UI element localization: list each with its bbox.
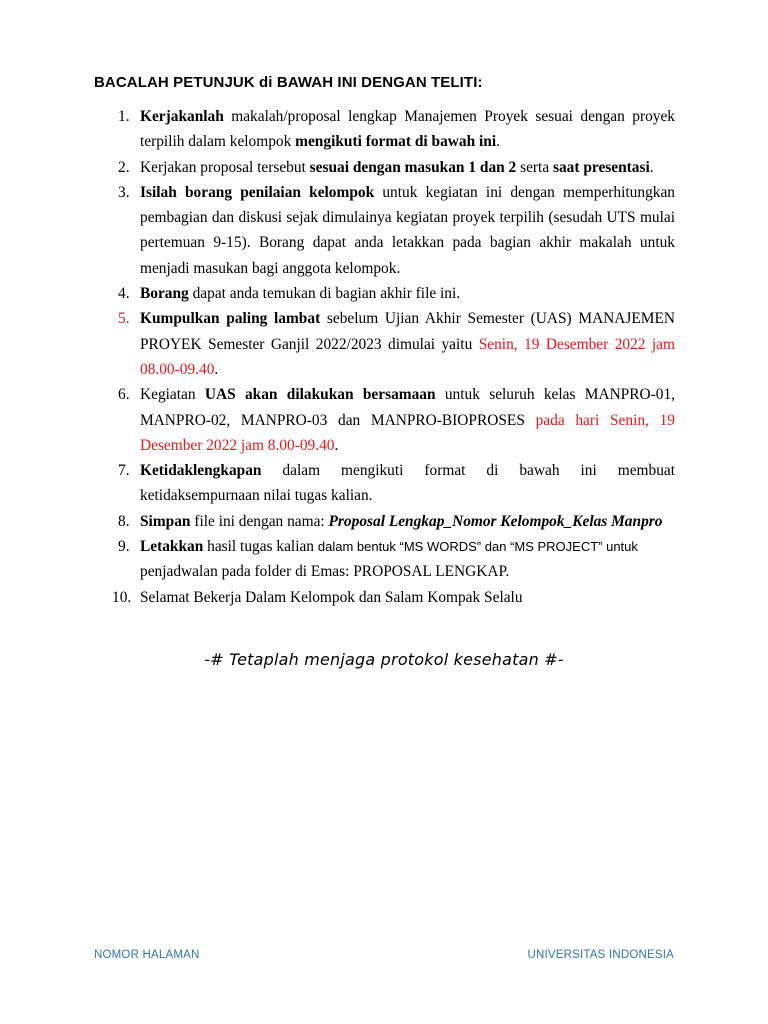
item-text: Kegiatan	[140, 386, 205, 404]
item-number: 9.	[118, 538, 130, 556]
item-text: makalah/proposal lengkap Manajemen Proyek sesuai dengan proyek terpilih dalam kelompok	[140, 108, 675, 151]
item-number: 8.	[118, 512, 130, 530]
format-text: dalam bentuk “MS WORDS” dan “MS PROJECT” untuk	[317, 539, 638, 555]
item-text: .	[334, 436, 339, 454]
emphasis-text: saat presentasi	[553, 158, 650, 176]
instruction-item-9	[112, 534, 675, 585]
item-number: 6.	[118, 386, 130, 404]
instruction-item-1	[112, 104, 675, 155]
item-text: file ini dengan nama:	[190, 512, 329, 530]
item-text: dalam mengikuti format di bawah ini membuat ketidaksempurnaan nilai tugas kalian.	[140, 462, 675, 505]
emphasis-text: Simpan	[140, 512, 191, 530]
item-text: untuk kegiatan ini dengan memperhitungkan pembagian dan diskusi sejak dimulainya kegiatan proyek terpilih (sesudah UTS mulai pertemuan 9-15). Borang dapat anda letakkan pada bagian akhir makalah untuk menjadi masukan bagi anggota kelompok.	[140, 183, 675, 277]
item-text: .	[214, 360, 219, 378]
instruction-item-2	[112, 155, 675, 180]
instruction-list	[112, 104, 675, 610]
item-number: 10.	[112, 588, 132, 606]
footer-institution: UNIVERSITAS INDONESIA	[527, 949, 674, 961]
item-text: dapat anda temukan di bagian akhir file ini.	[188, 285, 461, 303]
emphasis-text: mengikuti format di bawah ini	[295, 133, 497, 151]
item-text: .	[496, 133, 500, 151]
instruction-item-3	[112, 180, 675, 281]
item-text: Kerjakan proposal tersebut	[140, 158, 310, 176]
item-text: .	[649, 158, 654, 176]
item-text: Selamat Bekerja Dalam Kelompok dan Salam Kompak Selalu	[140, 588, 523, 606]
emphasis-text: Borang	[140, 285, 189, 303]
deadline-text: Senin, 19 Desember 2022 jam 08.00-09.40	[140, 335, 675, 378]
item-number: 4.	[118, 285, 130, 303]
item-number: 5.	[118, 310, 130, 328]
instruction-item-5	[112, 306, 675, 382]
item-number: 2.	[118, 158, 130, 176]
emphasis-text: sesuai dengan masukan 1 dan 2	[309, 158, 517, 176]
emphasis-text: Kerjakanlah	[140, 108, 224, 125]
instruction-item-7	[112, 458, 675, 509]
item-number: 1.	[118, 108, 130, 125]
closing-message: -# Tetaplah menjaga protokol kesehatan #-	[204, 650, 564, 669]
emphasis-text: Kumpulkan paling lambat	[140, 310, 321, 328]
deadline-text: pada hari Senin, 19 Desember 2022 jam 8.00-09.40	[140, 411, 675, 454]
item-text: sebelum Ujian Akhir Semester (UAS) MANAJEMEN PROYEK Semester Ganjil 2022/2023 dimulai yaitu	[140, 310, 675, 353]
emphasis-text: Ketidaklengkapan	[140, 462, 262, 480]
item-number: 3.	[118, 183, 130, 201]
emphasis-text: Isilah borang penilaian kelompok	[140, 183, 375, 201]
footer-page-number: NOMOR HALAMAN	[94, 949, 200, 961]
item-text: serta	[516, 158, 553, 176]
instruction-item-4	[112, 281, 675, 306]
page-heading: BACALAH PETUNJUK di BAWAH INI DENGAN TELITI:	[94, 74, 483, 91]
instruction-item-10	[112, 585, 675, 610]
item-text: untuk seluruh kelas MANPRO-01, MANPRO-02, MANPRO-03 dan MANPRO-BIOPROSES	[140, 386, 675, 429]
instruction-item-8	[112, 509, 675, 534]
item-number: 7.	[118, 462, 130, 480]
item-text: hasil tugas kalian	[203, 538, 318, 556]
instruction-item-6	[112, 382, 675, 458]
filename-text: Proposal Lengkap_Nomor Kelompok_Kelas Manpro	[328, 512, 663, 530]
item-text: penjadwalan pada folder di Emas: PROPOSAL LENGKAP.	[140, 563, 510, 581]
emphasis-text: UAS akan dilakukan bersamaan	[204, 386, 436, 404]
emphasis-text: Letakkan	[140, 538, 204, 556]
